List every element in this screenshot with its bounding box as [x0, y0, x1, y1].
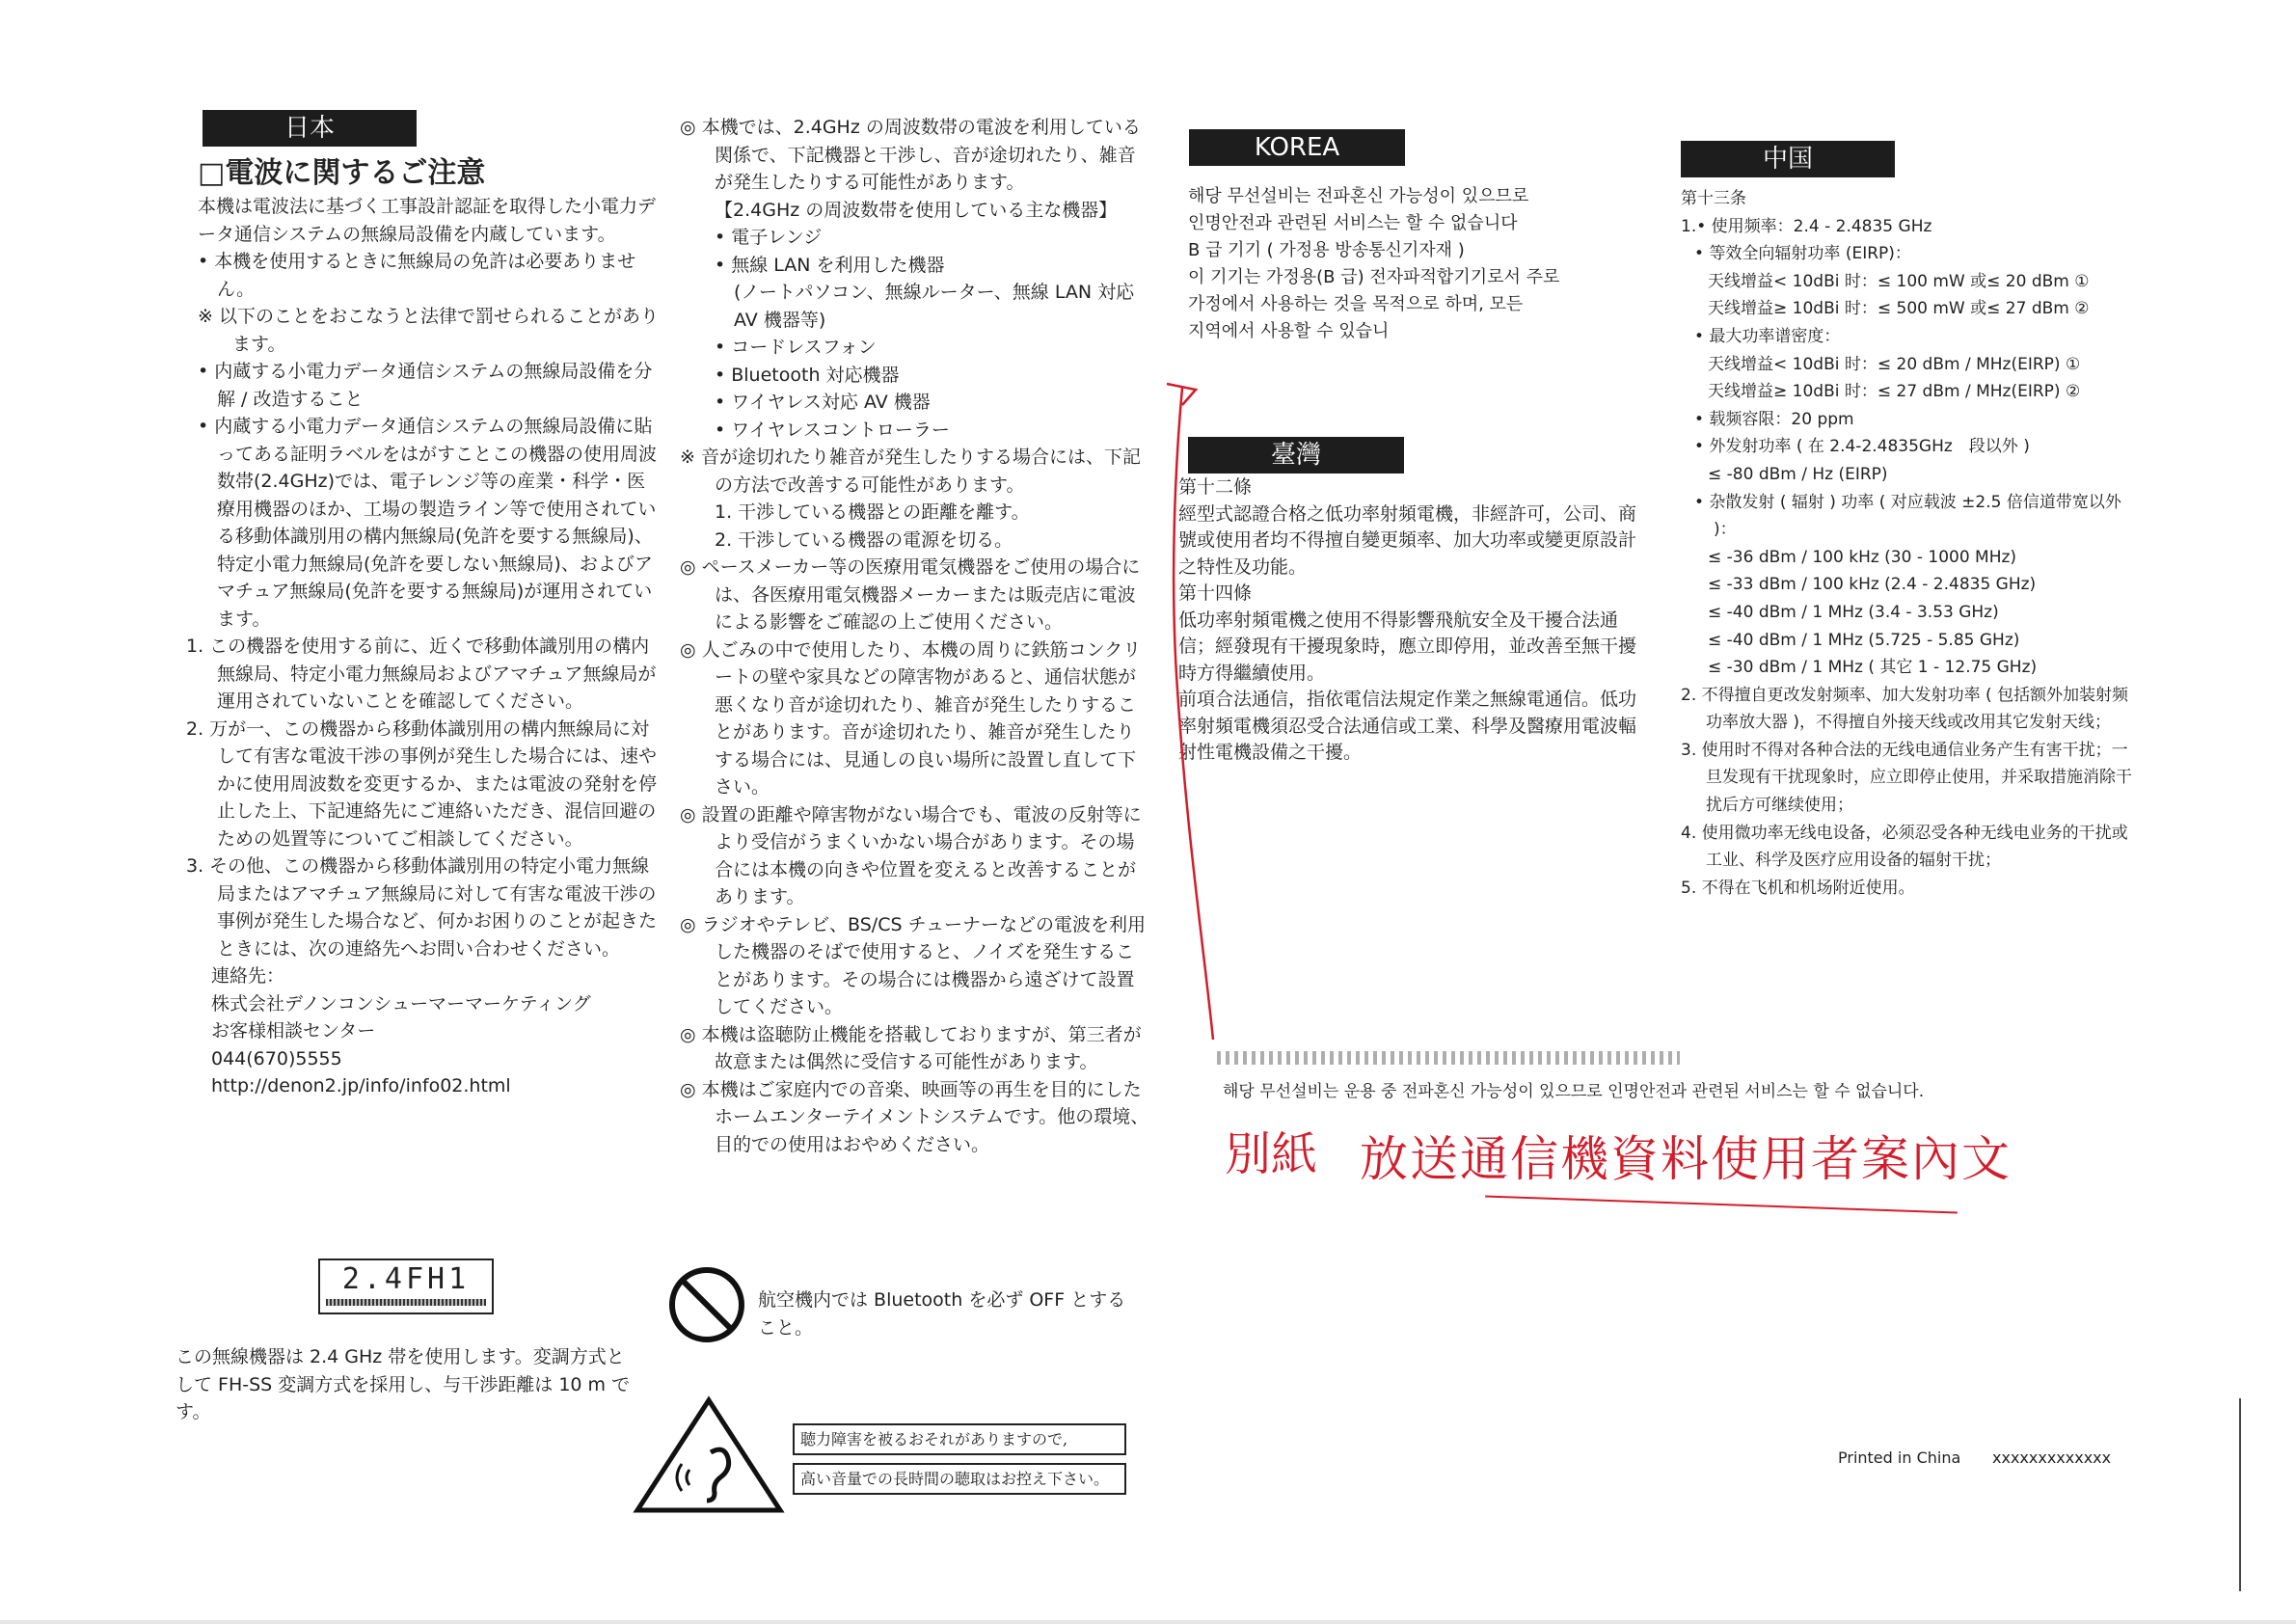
- middle-p4: ◎ 設置の距離や障害物がない場合でも、電波の反射等により受信がうまくいかない場合があります。その場合には本機の向きや位置を変えると改善することがあります。: [680, 803, 1142, 907]
- taiwan-article-12: 第十二條: [1178, 476, 1253, 498]
- japan-center: お客様相談センター: [211, 1020, 376, 1042]
- japan-company: 株式会社デノンコンシューマーマーケティング: [211, 992, 591, 1015]
- handwritten-note-right: 放送通信機資料使用者案內文: [1360, 1131, 2012, 1187]
- china-line-7: 天线增益≥ 10dBi 时：≤ 27 dBm / MHz(EIRP) ②: [1708, 382, 2081, 402]
- middle-p2: ◎ ペースメーカー等の医療用電気機器をご使用の場合には、各医療用電気機器メーカーまたは販売店に電波による影響をご確認の上ご使用ください。: [680, 556, 1141, 633]
- china-item-5: 5. 不得在飞机和机场附近使用。: [1681, 878, 1915, 898]
- hearing-warning-icon: [632, 1394, 786, 1516]
- prohibited-icon: [667, 1265, 746, 1344]
- china-item-3: 3. 使用时不得对各种合法的无线电通信业务产生有害干扰；一旦发现有干扰现象时，应立即停止使用，并采取措施消除干扰后方可继续使用；: [1681, 740, 2132, 816]
- middle-n1: 1. 干渉している機器との距離を離す。: [715, 501, 1030, 523]
- middle-p5: ◎ ラジオやテレビ、BS/CS チューナーなどの電波を利用した機器のそばで使用すると、ノイズを発生することがあります。その場合には機器から遠ざけて設置してください。: [680, 913, 1147, 1017]
- china-column: [1681, 185, 2134, 902]
- middle-l3: • コードレスフォン: [715, 337, 877, 358]
- china-line-14: ≤ -40 dBm / 1 MHz (3.4 - 3.53 GHz): [1708, 602, 1999, 622]
- china-line-16: ≤ -30 dBm / 1 MHz ( 其它 1 - 12.75 GHz): [1708, 658, 2038, 678]
- airplane-note: 航空機内では Bluetooth を必ず OFF とすること。: [758, 1289, 1126, 1339]
- china-line-13: ≤ -33 dBm / 100 kHz (2.4 - 2.4835 GHz): [1708, 575, 2037, 595]
- scan-edge-bottom: [0, 1620, 2296, 1624]
- japan-bullet-3: • 内蔵する小電力データ通信システムの無線局設備に貼ってある証明ラベルをはがすことこの機器の使用周波数帯(2.4GHz)では、電子レンジ等の産業・科学・医療用機器のほか、工場の製造ライン等で使用されている移動体識別用の構内無線局(免許を要する無線局)、特定小電力無線局(免許を要しない無線局)、およびアマチュア無線局(免許を要する無線局)が運用されています。: [198, 416, 658, 630]
- korea-column: [1188, 183, 1651, 345]
- middle-column: [680, 114, 1152, 1158]
- china-item-4: 4. 使用微功率无线电设备，必须忍受各种无线电业务的干扰或工业、科学及医疗应用设备的辐射干扰；: [1681, 823, 2128, 871]
- korea-bottom-strip: [1217, 1051, 1680, 1065]
- china-item-2: 2. 不得擅自更改发射频率、加大发射功率 ( 包括额外加装射频功率放大器 )，不得擅自外接天线或改用其它发射天线；: [1681, 685, 2129, 733]
- japan-url: http://denon2.jp/info/info02.html: [211, 1075, 511, 1096]
- korea-line-5: 가정에서 사용하는 것을 목적으로 하며, 모든: [1188, 294, 1524, 314]
- china-line-6: 天线增益< 10dBi 时：≤ 20 dBm / MHz(EIRP) ①: [1708, 354, 2081, 374]
- korea-heading: KOREA: [1189, 129, 1405, 166]
- handwritten-note-left: 別紙: [1225, 1127, 1318, 1181]
- china-line-15: ≤ -40 dBm / 1 MHz (5.725 - 5.85 GHz): [1708, 630, 2020, 650]
- china-line-11: • 杂散发射 ( 辐射 ) 功率 ( 对应载波 ±2.5 倍信道带宽以外 )：: [1694, 492, 2121, 540]
- japan-item-3: 3. その他、この機器から移動体識別用の特定小電力無線局またはアマチュア無線局に対して有害な電波干渉の事例が発生した場合など、何かお困りのことが起きたときには、次の連絡先へお問い合わせください。: [186, 855, 658, 960]
- china-article: 第十三条: [1681, 189, 1746, 208]
- taiwan-text-1: 經型式認證合格之低功率射頻電機，非經許可，公司、商號或使用者均不得擅自變更頻率、加大功率或變更原設計之特性及功能。: [1178, 502, 1637, 578]
- japan-badge: 2.4FH1: [318, 1259, 494, 1314]
- middle-l6: • ワイヤレスコントローラー: [715, 419, 950, 441]
- taiwan-article-14: 第十四條: [1178, 582, 1253, 604]
- handwritten-underline: [1485, 1195, 1958, 1213]
- middle-l4: • Bluetooth 対応機器: [715, 364, 900, 386]
- japan-item-1: 1. この機器を使用する前に、近くで移動体識別用の構内無線局、特定小電力無線局およびアマチュア無線局が運用されていないことを確認してください。: [186, 636, 657, 712]
- middle-l5: • ワイヤレス対応 AV 機器: [715, 392, 931, 413]
- middle-l2b: (ノートパソコン、無線ルーター、無線 LAN 対応 AV 機器等): [734, 282, 1135, 331]
- middle-n2: 2. 干渉している機器の電源を切る。: [715, 528, 1013, 551]
- japan-note-1: ※ 以下のことをおこなうと法律で罰せられることがあります。: [198, 306, 659, 355]
- taiwan-column: [1178, 474, 1643, 767]
- china-line-1: 1.• 使用频率：2.4 - 2.4835 GHz: [1681, 216, 1932, 236]
- japan-phone: 044(670)5555: [211, 1047, 342, 1069]
- taiwan-text-3: 前項合法通信，指依電信法規定作業之無線電通信。低功率射頻電機須忍受合法通信或工業、科學及醫療用電波輻射性電機設備之干擾。: [1178, 689, 1637, 763]
- korea-line-3: B 급 기기 ( 가정용 방송통신기자재 ): [1188, 240, 1465, 260]
- korea-line-1: 해당 무선설비는 전파혼신 가능성이 있으므로: [1188, 186, 1529, 206]
- japan-contact-label: 連絡先：: [211, 965, 285, 987]
- hearing-line-2: 高い音量での長時間の聴取はお控え下さい。: [793, 1463, 1126, 1495]
- korea-line-4: 이 기기는 가정용(B 급) 전자파적합기기로서 주로: [1188, 267, 1560, 287]
- japan-title: □電波に関するご注意: [198, 156, 486, 190]
- china-line-4: 天线增益≥ 10dBi 时：≤ 500 mW 或≤ 27 dBm ②: [1708, 299, 2090, 319]
- scan-edge-right: [2239, 1398, 2241, 1591]
- china-line-2: • 等效全向辐射功率 (EIRP)：: [1694, 244, 1911, 264]
- china-line-12: ≤ -36 dBm / 100 kHz (30 - 1000 MHz): [1708, 547, 2017, 567]
- product-code: xxxxxxxxxxxxx: [1992, 1448, 2112, 1467]
- taiwan-text-2: 低功率射頻電機之使用不得影響飛航安全及干擾合法通信；經發現有干擾現象時，應立即停用，並改善至無干擾時方得繼續使用。: [1178, 609, 1637, 684]
- middle-p1: ◎ 本機では、2.4GHz の周波数帯の電波を利用している関係で、下記機器と干渉し、音が途切れたり、雑音が発生したりする可能性があります。: [680, 117, 1141, 193]
- japan-bullet-2: • 内蔵する小電力データ通信システムの無線局設備を分解 / 改造すること: [198, 361, 653, 410]
- middle-p6: ◎ 本機は盗聴防止機能を搭載しておりますが、第三者が故意または偶然に受信する可能性があります。: [680, 1023, 1142, 1072]
- japan-item-2: 2. 万が一、この機器から移動体識別用の構内無線局に対して有害な電波干渉の事例が発生した場合には、速やかに使用周波数を変更するか、または電波の発射を停止した上、下記連絡先にご連絡いただき、混信回避のための処置等についてご相談してください。: [186, 717, 658, 850]
- korea-bottom-line: 해당 무선설비는 운용 중 전파혼신 가능성이 있으므로 인명안전과 관련된 서비스는 할 수 없습니다.: [1223, 1082, 1925, 1101]
- japan-heading: 日本: [203, 110, 417, 147]
- middle-l1: • 電子レンジ: [715, 227, 823, 248]
- japan-footer: この無線機器は 2.4 GHz 帯を使用します。変調方式として FH-SS 変調方式を採用し、与干渉距離は 10 m です。: [176, 1346, 631, 1422]
- middle-l2: • 無線 LAN を利用した機器: [715, 254, 945, 276]
- japan-column: [186, 154, 661, 1100]
- china-line-5: • 最大功率谱密度：: [1694, 326, 1841, 346]
- korea-line-2: 인명안전과 관련된 서비스는 할 수 없습니다: [1188, 213, 1518, 233]
- hearing-warning-text: [793, 1423, 1126, 1495]
- japan-intro: 本機は電波法に基づく工事設計認証を取得した小電力データ通信システムの無線局設備を内蔵しています。: [198, 196, 657, 245]
- korea-line-6: 지역에서 사용할 수 있습니: [1188, 321, 1390, 341]
- red-arrow-annotation: [1157, 366, 1244, 1061]
- taiwan-heading: 臺灣: [1188, 437, 1404, 474]
- china-line-3: 天线增益< 10dBi 时：≤ 100 mW 或≤ 20 dBm ①: [1708, 271, 2090, 291]
- japan-bullet-1: • 本機を使用するときに無線局の免許は必要ありません。: [198, 251, 636, 300]
- middle-p3: ◎ 人ごみの中で使用したり、本機の周りに鉄筋コンクリートの壁や家具などの障害物があると、通信状態が悪くなり音が途切れたり、雑音が発生したりすることがあります。音が途切れたり、雑音が発生したりする場合には、見通しの良い場所に設置し直して下さい。: [680, 638, 1142, 798]
- middle-list-head: 【2.4GHz の周波数帯を使用している主な機器】: [715, 199, 1118, 221]
- china-heading: 中国: [1681, 141, 1895, 177]
- china-line-8: • 载频容限：20 ppm: [1694, 409, 1854, 429]
- middle-note: ※ 音が途切れたり雑音が発生したりする場合には、下記の方法で改善する可能性があります。: [680, 447, 1141, 496]
- printed-in: Printed in China: [1838, 1448, 1961, 1467]
- china-line-9: • 外发射功率 ( 在 2.4-2.4835GHz 段以外 ): [1694, 437, 2030, 457]
- china-line-10: ≤ -80 dBm / Hz (EIRP): [1708, 464, 1888, 484]
- hearing-line-1: 聴力障害を被るおそれがありますので,: [793, 1423, 1126, 1455]
- middle-p7: ◎ 本機はご家庭内での音楽、映画等の再生を目的にしたホームエンターテイメントシステムです。他の環境、目的での使用はおやめください。: [680, 1078, 1149, 1155]
